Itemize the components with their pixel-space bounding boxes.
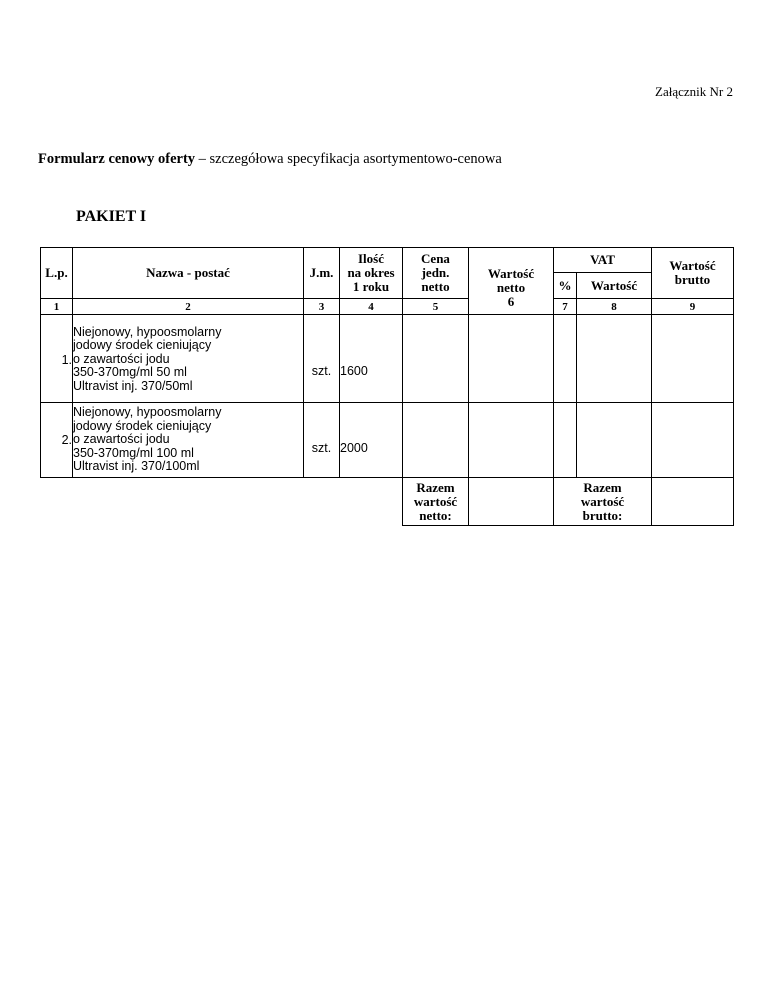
header-jm: J.m.: [304, 248, 340, 299]
row-gross-value: [652, 315, 734, 403]
col-number-1: 1: [41, 299, 73, 315]
row-vat-percent: [554, 403, 577, 478]
row-lp: [41, 403, 73, 478]
row-net-value: [469, 403, 554, 478]
form-title-bold: Formularz cenowy oferty: [38, 151, 196, 167]
header-net-value-text: Wartość netto: [487, 266, 535, 295]
row-unit-price: [403, 403, 469, 478]
table-row: [41, 403, 734, 478]
annex-label: Załącznik Nr 2: [655, 84, 733, 99]
row-jm: [304, 403, 340, 478]
row-lp-text: 2.: [61, 433, 72, 447]
header-vat-value: Wartość: [577, 273, 652, 299]
header-name: Nazwa - postać: [73, 248, 304, 299]
form-title-rest: – szczegółowa specyfikacja asortymentowo-cenowa: [195, 151, 502, 167]
header-net-value: [469, 248, 554, 315]
row-lp: [41, 315, 73, 403]
row-vat-value: [577, 315, 652, 403]
col-number-3: 3: [304, 299, 340, 315]
total-gross-value: [652, 478, 734, 526]
total-net-label: Razem wartość netto:: [403, 478, 469, 526]
column-numbers-row: [41, 299, 734, 315]
totals-spacer: [340, 478, 403, 526]
row-jm: [304, 315, 340, 403]
row-quantity-text: 1600: [340, 363, 368, 378]
header-lp: L.p.: [41, 248, 73, 299]
header-gross-value: Wartość brutto: [652, 248, 734, 299]
row-jm-text: szt.: [311, 440, 332, 455]
header-unit-price: Cena jedn. netto: [403, 248, 469, 299]
col-number-6: 6: [507, 294, 515, 309]
col-number-7: 7: [554, 299, 577, 315]
table-row: [41, 315, 734, 403]
form-title: [38, 151, 502, 168]
row-name-text: Niejonowy, hypoosmolarny jodowy środek cieniujący o zawartości jodu 350-370mg/ml 100 ml Ultravist inj. 370/100ml: [73, 405, 222, 474]
row-name-text: Niejonowy, hypoosmolarny jodowy środek cieniujący o zawartości jodu 350-370mg/ml 50 ml Ultravist inj. 370/50ml: [73, 324, 222, 393]
col-number-2: 2: [73, 299, 304, 315]
total-net-value: [469, 478, 554, 526]
row-jm-text: szt.: [311, 363, 332, 378]
row-net-value: [469, 315, 554, 403]
package-title: PAKIET I: [76, 208, 147, 225]
col-number-9: 9: [652, 299, 734, 315]
row-vat-value: [577, 403, 652, 478]
col-number-5: 5: [403, 299, 469, 315]
row-vat-percent: [554, 315, 577, 403]
header-vat: VAT: [554, 248, 652, 273]
total-gross-label: Razem wartość brutto:: [554, 478, 652, 526]
totals-spacer: [304, 478, 340, 526]
header-vat-percent: %: [554, 273, 577, 299]
row-unit-price: [403, 315, 469, 403]
totals-spacer: [73, 478, 304, 526]
row-lp-text: 1.: [61, 352, 72, 367]
header-row: [41, 248, 734, 273]
row-quantity: [340, 315, 403, 403]
row-gross-value: [652, 403, 734, 478]
col-number-8: 8: [577, 299, 652, 315]
row-name: [73, 315, 304, 403]
totals-row: [41, 478, 734, 526]
row-quantity-text: 2000: [340, 440, 368, 455]
header-quantity: Ilość na okres 1 roku: [340, 248, 403, 299]
row-quantity: [340, 403, 403, 478]
totals-spacer: [41, 478, 73, 526]
row-name: [73, 403, 304, 478]
price-specification-table: [40, 247, 734, 526]
col-number-4: 4: [340, 299, 403, 315]
